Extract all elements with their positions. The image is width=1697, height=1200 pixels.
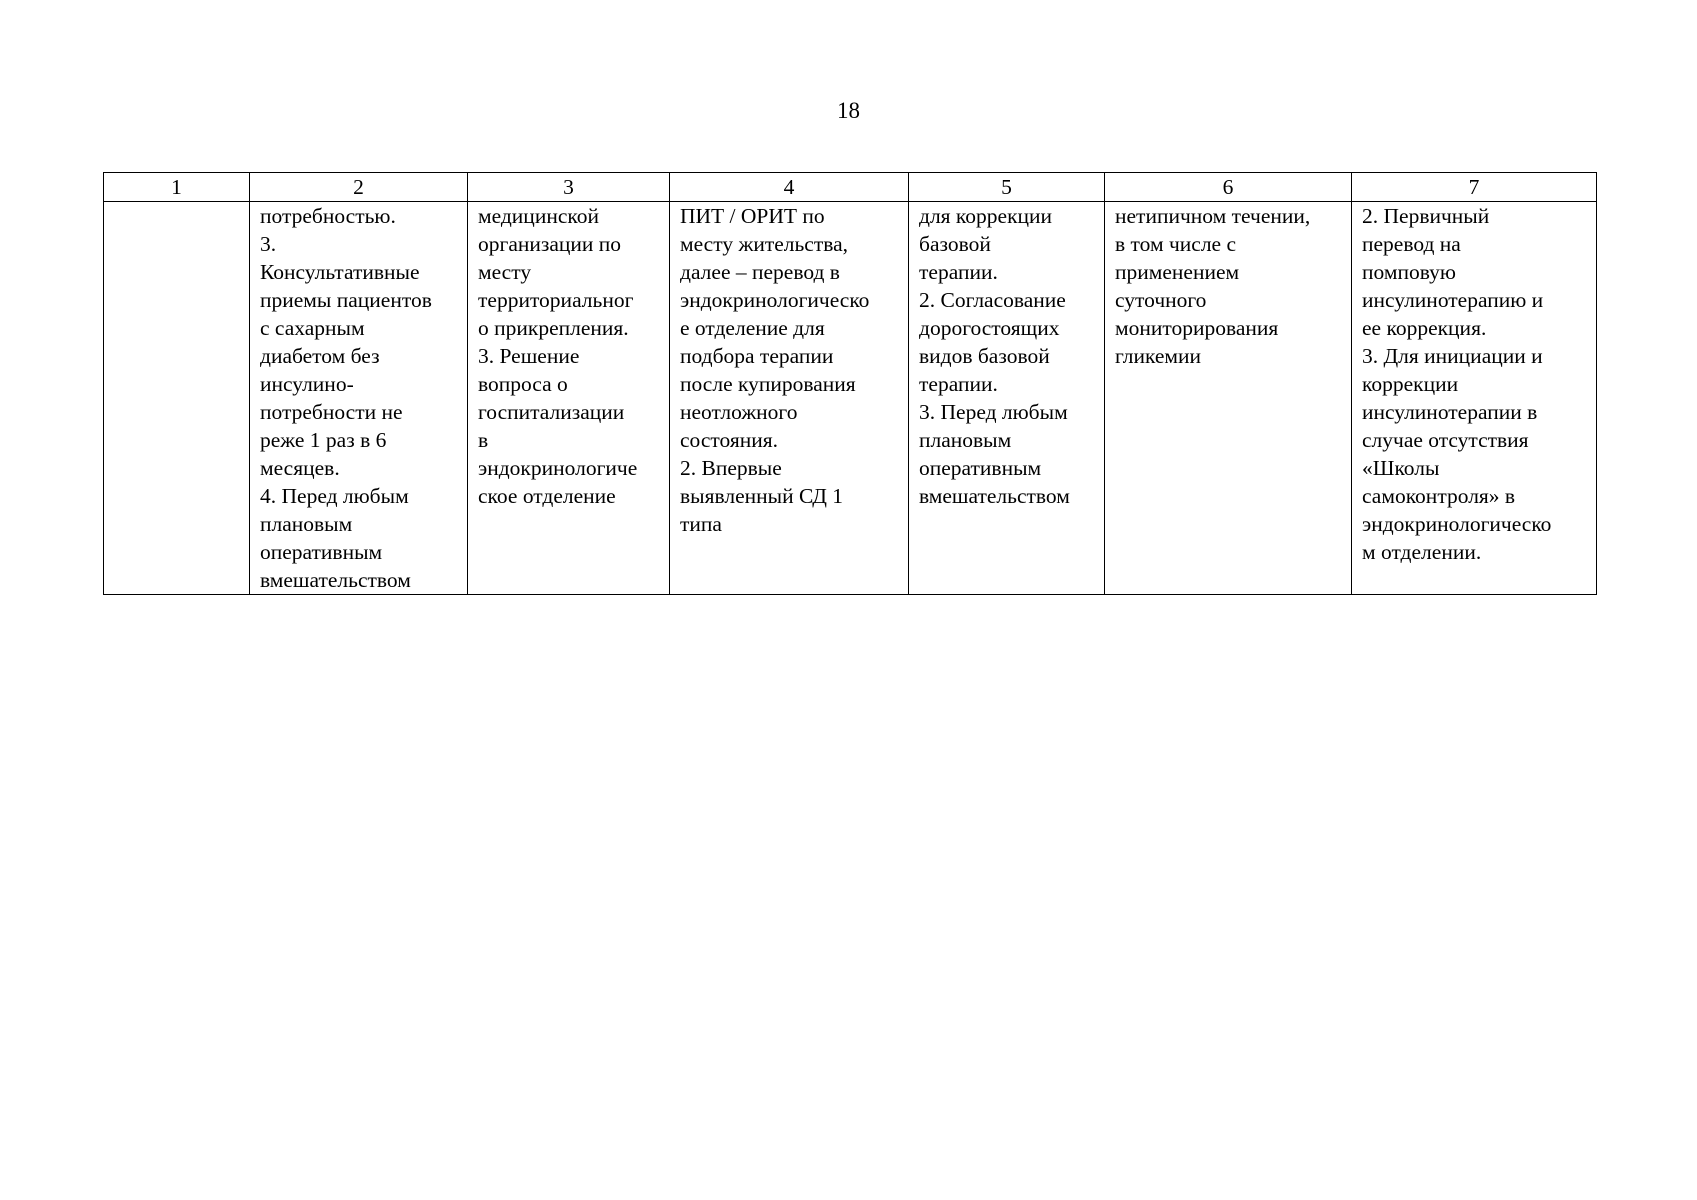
table-row xyxy=(104,202,1597,595)
table-cell-col-4: ПИТ / ОРИТ по месту жительства, далее – перевод в эндокринологическо е отделение для подбора терапии после купирования неотложного состояния. 2. Впервые выявленный СД 1 типа xyxy=(670,202,909,595)
table-cell-col-1 xyxy=(104,202,250,595)
column-number-4: 4 xyxy=(670,173,909,202)
column-number-2: 2 xyxy=(250,173,468,202)
document-table xyxy=(103,172,1597,595)
table-cell-col-7: 2. Первичный перевод на помповую инсулинотерапию и ее коррекция. 3. Для инициации и коррекции инсулинотерапии в случае отсутствия «Школы самоконтроля» в эндокринологическо м отделении. xyxy=(1352,202,1597,595)
table-cell-col-2: потребностью. 3. Консультативные приемы пациентов с сахарным диабетом без инсулино- потребности не реже 1 раз в 6 месяцев. 4. Перед любым плановым оперативным вмешательством xyxy=(250,202,468,595)
column-number-3: 3 xyxy=(468,173,670,202)
table-cell-col-6: нетипичном течении, в том числе с применением суточного мониторирования гликемии xyxy=(1105,202,1352,595)
column-number-1: 1 xyxy=(104,173,250,202)
page-number: 18 xyxy=(837,98,860,123)
table-cell-col-5: для коррекции базовой терапии. 2. Согласование дорогостоящих видов базовой терапии. 3. Перед любым плановым оперативным вмешательством xyxy=(909,202,1105,595)
column-number-5: 5 xyxy=(909,173,1105,202)
table-header-row xyxy=(104,173,1597,202)
column-number-6: 6 xyxy=(1105,173,1352,202)
column-number-7: 7 xyxy=(1352,173,1597,202)
table-cell-col-3: медицинской организации по месту территориальног о прикрепления. 3. Решение вопроса о госпитализации в эндокринологиче ское отделение xyxy=(468,202,670,595)
